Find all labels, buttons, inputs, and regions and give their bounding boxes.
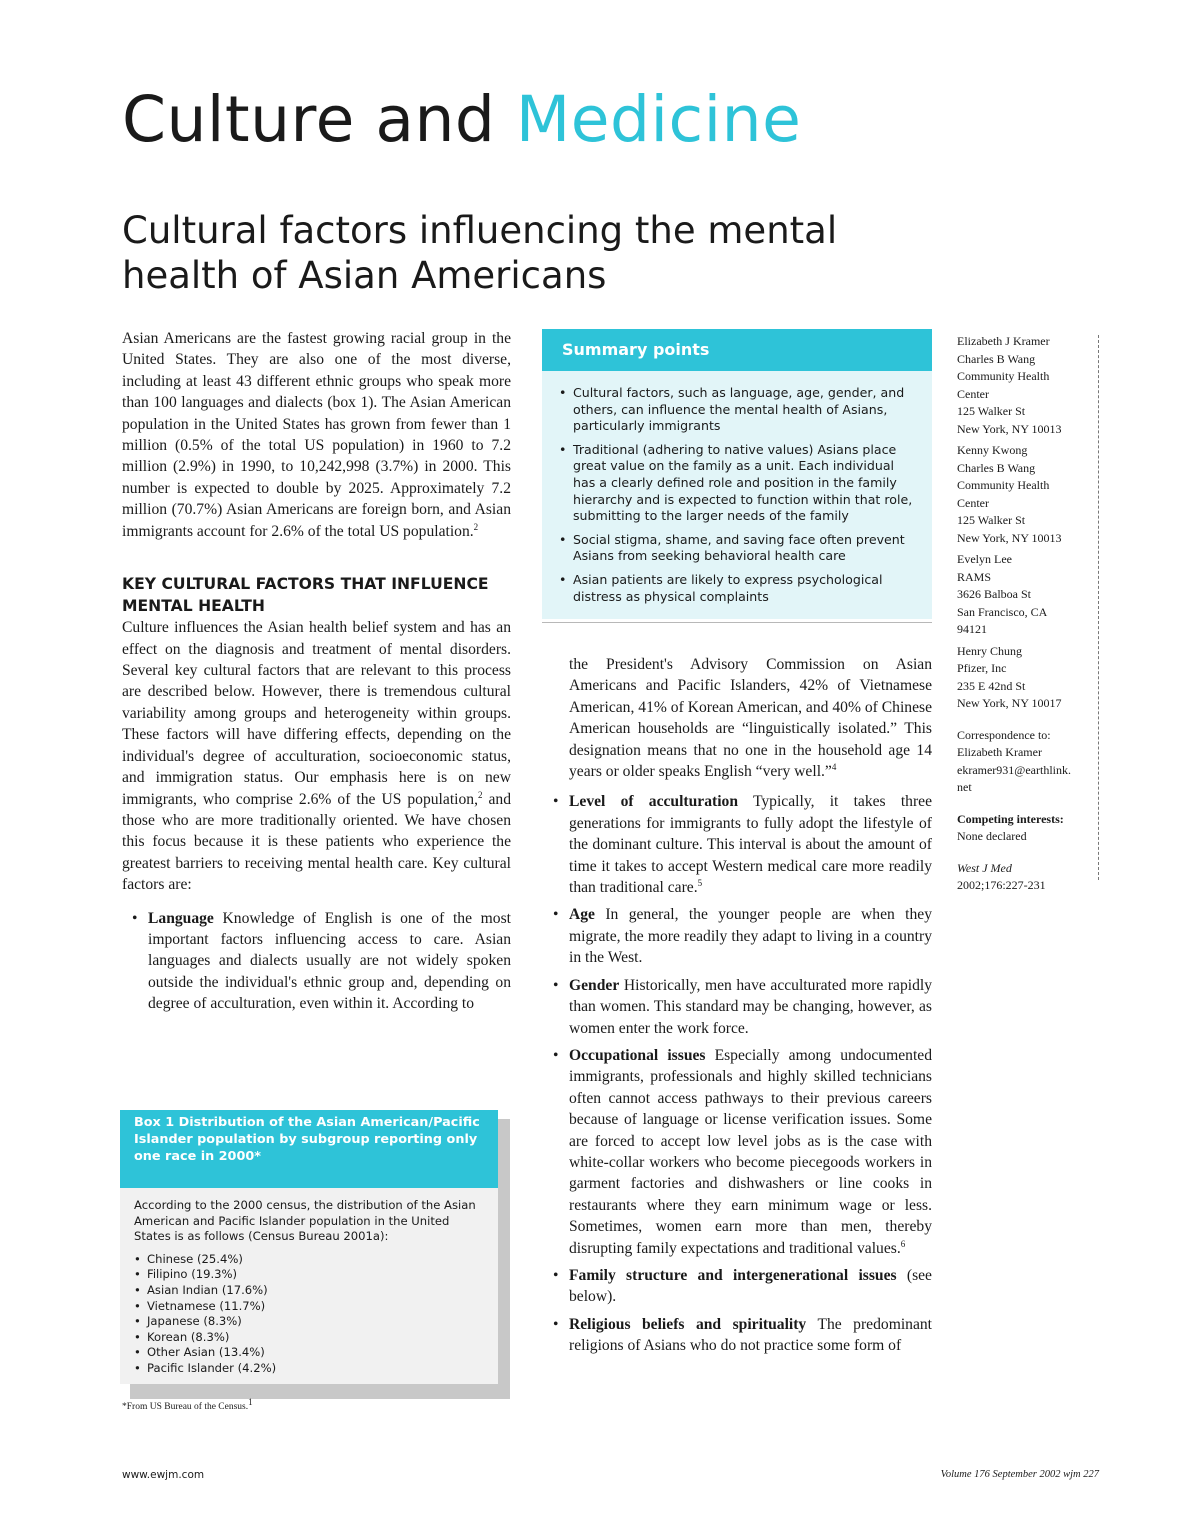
factor-text: In general, the younger people are when they migrate, the more readily they adapt to living in a country in the West. (569, 906, 932, 967)
correspondence-block (957, 727, 1097, 797)
list-item (134, 1267, 484, 1283)
list-item-text: Pacific Islander (4.2%) (147, 1360, 277, 1375)
author-affiliation-line: 3626 Balboa St (957, 587, 1031, 601)
section-paragraph-a: Culture influences the Asian health belief system and has an effect on the diagnosis and treatment of mental disorders. Several key cultural factors that are relevant to this process are described below. However, there is tremendous cultural variability among groups and heterogeneity within groups. These factors will have differing effects, depending on the individual's degree of acculturation, socioeconomic status, and immigration status. Our emphasis here is on new immigrants, who comprise 2.6% of the US population, (122, 619, 511, 808)
section-heading: KEY CULTURAL FACTORS THAT INFLUENCE MENTAL HEALTH (122, 575, 489, 615)
factor-text: The predominant religions of Asians who do not practice some form of (569, 1315, 933, 1355)
factor-text: (see below). (569, 1266, 932, 1306)
bullet-icon: • (559, 571, 567, 587)
author-affiliation-line: New York, NY 10013 (957, 530, 1062, 545)
author-affiliation-line: 125 Walker St (957, 404, 1026, 418)
continuation-paragraph (542, 654, 932, 782)
list-item-text: Korean (8.3%) (147, 1329, 230, 1344)
box1-footnote (122, 1397, 253, 1413)
competing-interests-value: None declared (957, 829, 1027, 843)
list-item (134, 1345, 484, 1361)
factor-text: Historically, men have acculturated more rapidly than women. This standard may be changing, however, as women enter the work force. (569, 976, 932, 1037)
competing-interests-label: Competing interests: (957, 811, 1064, 826)
factor-list-part1 (122, 908, 511, 1015)
factor-text: Typically, it takes three generations for immigrants to fully adopt the lifestyle of the dominant culture. This interval is about the amount of time it takes to accept Western medical care more readily than traditional care. (569, 793, 932, 897)
factor-item (542, 791, 932, 898)
box1-heading: Box 1 Distribution of the Asian American/Pacific Islander population by subgroup reporting only one race in 2000* (120, 1110, 498, 1188)
factor-item (542, 1314, 932, 1357)
bullet-icon: • (134, 1360, 141, 1375)
bullet-icon: • (134, 1298, 141, 1313)
section-header-part2: Medicine (515, 83, 802, 156)
list-item (134, 1283, 484, 1299)
list-item (134, 1252, 484, 1268)
bullet-icon: • (553, 1266, 559, 1284)
factor-text: Knowledge of English is one of the most important factors influencing access to care. Asian languages and dialects usually are not widely spoken outside the individual's ethnic group and, depending on degree of acculturation, even within it. According to (148, 909, 511, 1013)
section-header (122, 80, 801, 160)
author-block (957, 643, 1097, 713)
summary-point-text: Traditional (adhering to native values) Asians place great value on the family as a unit. Each individual has a clearly defined role and position in the family hierarchy and is expected to function within that role, submitting to the larger needs of the family (573, 441, 913, 524)
box1-footnote-text: *From US Bureau of the Census. (122, 1402, 249, 1413)
list-item-text: Vietnamese (11.7%) (147, 1298, 266, 1313)
author-affiliation-line: Community Health (957, 478, 1050, 492)
author-affiliation-line: Community Health (957, 369, 1050, 383)
factor-item (542, 975, 932, 1039)
correspondence-email-continued[interactable]: net (957, 780, 972, 794)
column-left (122, 328, 511, 1023)
box1-intro: According to the 2000 census, the distribution of the Asian American and Pacific Islander population in the United States is as follows (Census Bureau 2001a): (134, 1198, 476, 1244)
author-block (957, 551, 1097, 639)
bullet-icon: • (134, 1345, 141, 1360)
factor-list-part2 (542, 791, 932, 1356)
section-paragraph-reference: 2 (477, 789, 483, 800)
box1-body (120, 1188, 498, 1377)
factor-item (542, 1045, 932, 1259)
bullet-icon: • (134, 1282, 141, 1297)
bullet-icon: • (559, 441, 567, 457)
list-item (134, 1314, 484, 1330)
author-affiliation-line: New York, NY 10017 (957, 696, 1062, 710)
bullet-icon: • (559, 385, 567, 400)
bullet-icon: • (134, 1251, 141, 1266)
summary-box (542, 329, 932, 619)
author-name: Henry Chung (957, 643, 1022, 658)
bullet-icon: • (553, 1046, 559, 1064)
factor-term: Level of acculturation (569, 793, 739, 811)
author-affiliation-line: New York, NY 10013 (957, 421, 1062, 436)
list-item (134, 1299, 484, 1315)
summary-point-text: Cultural factors, such as language, age, gender, and others, can influence the mental health of Asians, particularly immigrants (573, 385, 905, 434)
author-name: Elizabeth J Kramer (957, 334, 1050, 348)
author-name: Kenny Kwong (957, 443, 1028, 457)
continuation-text: the President's Advisory Commission on Asian Americans and Pacific Islanders, 42% of Vietnamese American, 41% of Korean American, and 40% of Chinese American households are “linguistically isolated.” This designation means that no one in the household age 14 years or older speaks English “very well.” (569, 656, 932, 781)
list-item (134, 1330, 484, 1346)
summary-point-text: Asian patients are likely to express psychological distress as physical complaints (573, 571, 883, 604)
author-affiliation-line: 235 E 42nd St (957, 678, 1026, 693)
factor-item (542, 904, 932, 968)
correspondence-label: Correspondence to: (957, 727, 1051, 742)
intro-reference: 2 (473, 521, 479, 532)
author-affiliation-line: Center (957, 386, 989, 401)
citation-detail: 2002;176:227-231 (957, 878, 1046, 892)
author-affiliation-line: Charles B Wang (957, 460, 1036, 475)
section-paragraph (122, 617, 511, 895)
summary-point (555, 385, 918, 435)
author-affiliation-line: 94121 (957, 622, 987, 636)
box1-list (134, 1252, 484, 1377)
author-block (957, 333, 1097, 438)
continuation-reference: 4 (831, 761, 837, 772)
bullet-icon: • (553, 793, 559, 811)
box1-footnote-reference: 1 (248, 1397, 253, 1407)
factor-text: Especially among undocumented immigrants, professionals and highly skilled technicians often cannot access pathways to their previous careers because of language or license verification issues. Some are forced to accept low level jobs as is the case with white-collar workers who become piecegoods workers in garment factories and dishwashers or line cooks in restaurants where they earn minimum wage or less. Sometimes, women earn more than men, thereby disrupting family expectations and traditional values. (569, 1046, 932, 1257)
footer-volume-info: Volume 176 September 2002 wjm 227 (940, 1469, 1099, 1480)
competing-interests-block (957, 811, 1097, 846)
bullet-icon: • (134, 1329, 141, 1344)
bullet-icon: • (553, 1315, 559, 1333)
article-title: Cultural factors influencing the mental health of Asian Americans (122, 209, 838, 297)
bullet-icon: • (134, 1267, 141, 1282)
author-block (957, 442, 1097, 547)
summary-point (555, 572, 918, 605)
bullet-icon: • (559, 531, 567, 547)
factor-term: Age (569, 906, 595, 924)
sidebar-divider (1098, 335, 1099, 880)
author-affiliation-line: San Francisco, CA (957, 604, 1048, 619)
intro-paragraph (122, 328, 511, 542)
summary-point (555, 442, 918, 525)
section-header-part1: Culture and (122, 83, 496, 156)
factor-reference: 5 (697, 877, 703, 888)
factor-term: Occupational issues (569, 1046, 706, 1064)
factor-term: Gender (569, 976, 620, 994)
bullet-icon: • (553, 906, 559, 924)
list-item-text: Other Asian (13.4%) (147, 1345, 265, 1360)
author-sidebar (957, 333, 1097, 895)
author-affiliation-line: RAMS (957, 569, 992, 584)
summary-list (542, 385, 932, 605)
factor-term: Family structure and intergenerational issues (569, 1266, 897, 1284)
section-paragraph-b: and those who are more traditionally oriented. We have chosen this focus because it is these patients who experience the greatest barriers to receiving mental health care. Key cultural factors are: (122, 790, 511, 894)
summary-heading: Summary points (542, 329, 932, 371)
author-name: Evelyn Lee (957, 552, 1012, 566)
factor-term: Religious beliefs and spirituality (569, 1315, 807, 1333)
citation-block (957, 860, 1097, 895)
footer-url[interactable]: www.ewjm.com (122, 1469, 205, 1481)
factor-item-language (122, 908, 511, 1015)
summary-point (555, 532, 918, 565)
list-item-text: Japanese (8.3%) (147, 1314, 242, 1329)
author-affiliation-line: 125 Walker St (957, 513, 1026, 527)
list-item-text: Filipino (19.3%) (147, 1267, 238, 1282)
correspondence-name: Elizabeth Kramer (957, 745, 1042, 759)
box1 (120, 1110, 498, 1384)
correspondence-email[interactable]: ekramer931@earthlink. (957, 762, 1072, 777)
column-middle (542, 654, 932, 1363)
bullet-icon: • (134, 1314, 141, 1329)
bullet-icon: • (553, 976, 559, 994)
factor-term: Language (148, 909, 214, 927)
list-item-text: Asian Indian (17.6%) (147, 1282, 268, 1297)
citation-journal: West J Med (957, 860, 1012, 875)
list-item (134, 1361, 484, 1377)
factor-reference: 6 (900, 1238, 906, 1249)
author-affiliation-line: Center (957, 495, 989, 510)
author-affiliation-line: Charles B Wang (957, 351, 1036, 366)
list-item-text: Chinese (25.4%) (147, 1251, 243, 1266)
summary-point-text: Social stigma, shame, and saving face often prevent Asians from seeking behavioral health care (573, 531, 905, 564)
factor-item (542, 1265, 932, 1308)
author-affiliation-line: Pfizer, Inc (957, 661, 1007, 675)
intro-text: Asian Americans are the fastest growing racial group in the United States. They are also one of the most diverse, including at least 43 different ethnic groups who speak more than 100 languages and dialects (box 1). The Asian American population in the United States has grown from fewer than 1 million (0.5% of the total US population) in 1960 to 7.2 million (2.9%) in 1990, to 10,242,998 (3.7%) in 2000. This number is expected to double by 2025. Approximately 7.2 million (70.7%) Asian Americans are foreign born, and Asian immigrants account for 2.6% of the total US population. (122, 330, 511, 540)
bullet-icon: • (132, 909, 138, 927)
summary-divider (542, 622, 932, 623)
